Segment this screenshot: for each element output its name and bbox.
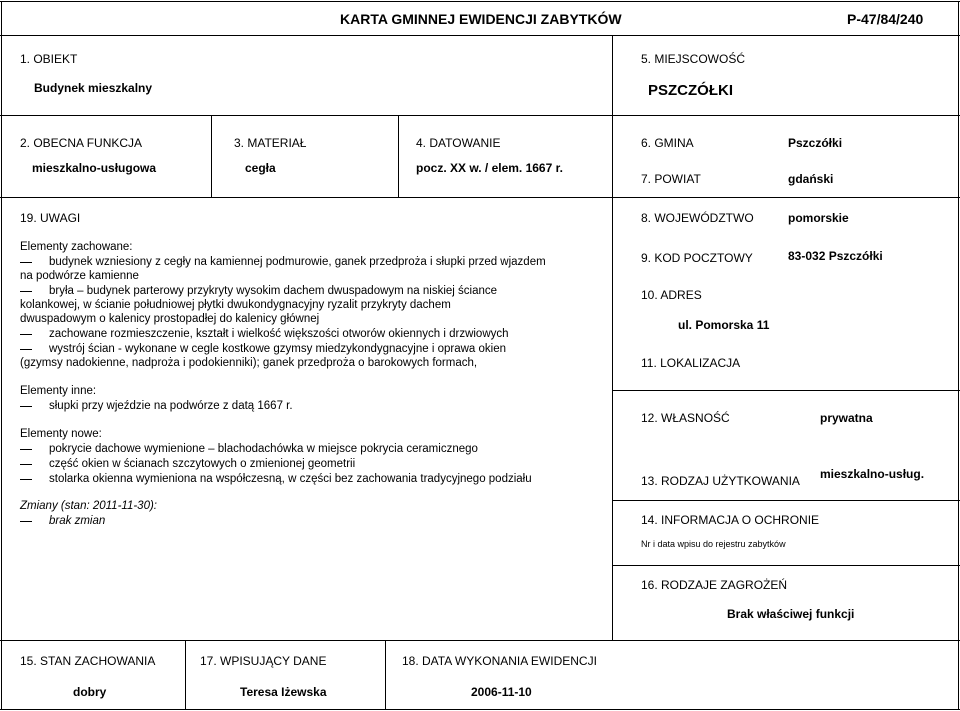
bullet-dash: [20, 334, 32, 335]
zachowane-item-2-line-1: bryła – budynek parterowy przykryty wysokim dachem dwuspadowym na niskiej ściance: [49, 285, 498, 297]
nowe-heading: Elementy nowe:: [20, 428, 102, 440]
obiekt-value: Budynek mieszkalny: [34, 81, 153, 95]
border-right: [958, 1, 959, 710]
miejscowosc-value: PSZCZÓŁKI: [648, 82, 733, 99]
uzytkowanie-value: mieszkalno-usług.: [820, 467, 925, 481]
stan-value: dobry: [73, 685, 107, 699]
row-divider-1: [0, 115, 960, 116]
header-divider: [0, 35, 960, 36]
bottom-row-divider: [0, 640, 960, 641]
right-divider-wlasnosc: [612, 390, 960, 391]
wlasnosc-value: prywatna: [820, 411, 873, 425]
uzytkowanie-label: 13. RODZAJ UŻYTKOWANIA: [641, 474, 800, 488]
zachowane-item-1-line-1: budynek wzniesiony z cegły na kamiennej podmurowie, ganek przedproża i słupki przed wjazdem: [49, 256, 546, 268]
zachowane-item-2-line-3: dwuspadowym o kalenicy prostopadłej do kalenicy głównej: [20, 313, 320, 325]
right-divider-powiat: [612, 197, 960, 198]
uwagi-label: 19. UWAGI: [20, 211, 81, 225]
zachowane-item-4-line-2: (gzymsy nadokienne, nadproża i podokienniki); ganek przedproża o barokowych formach,: [20, 357, 478, 369]
ochrona-label: 14. INFORMACJA O OCHRONIE: [641, 513, 820, 527]
wojewodztwo-value: pomorskie: [788, 211, 849, 225]
funkcja-value: mieszkalno-usługowa: [32, 161, 157, 175]
bullet-dash: [20, 291, 32, 292]
border-bottom: [0, 709, 960, 710]
kod-value: 83-032 Pszczółki: [788, 249, 883, 263]
inne-item-1: słupki przy wjeździe na podwórze z datą 1667 r.: [49, 400, 293, 412]
wpisujacy-label: 17. WPISUJĄCY DANE: [200, 654, 327, 668]
right-divider-zagrozenia: [612, 565, 960, 566]
miejscowosc-label: 5. MIEJSCOWOŚĆ: [641, 52, 746, 66]
material-label: 3. MATERIAŁ: [234, 136, 307, 150]
zmiany-item-1: brak zmian: [49, 515, 106, 527]
stan-label: 15. STAN ZACHOWANIA: [20, 654, 156, 668]
powiat-value: gdański: [788, 172, 834, 186]
lokalizacja-label: 11. LOKALIZACJA: [641, 356, 741, 370]
adres-label: 10. ADRES: [641, 288, 702, 302]
inne-heading: Elementy inne:: [20, 385, 97, 397]
col-divider-stan: [185, 640, 186, 710]
wojewodztwo-label: 8. WOJEWÓDZTWO: [641, 211, 754, 225]
border-top: [0, 1, 960, 2]
card-code: P-47/84/240: [847, 11, 924, 27]
datowanie-label: 4. DATOWANIE: [416, 136, 501, 150]
zachowane-item-4-line-1: wystrój ścian - wykonane w cegle kostkowe gzymsy miedzykondygnacyjne i oprawa okien: [49, 343, 507, 355]
nowe-item-1: pokrycie dachowe wymienione – blachodachówka w miejsce pokrycia ceramicznego: [49, 443, 478, 455]
zachowane-item-1-line-2: na podwórze kamienne: [20, 270, 139, 282]
card-title: KARTA GMINNEJ EWIDENCJI ZABYTKÓW: [340, 11, 622, 27]
zachowane-item-2-line-2: kolankowej, w ścianie południowej płytki dwukondygnacyjny ryzalit przykryty dachem: [20, 299, 451, 311]
bullet-dash: [20, 262, 32, 263]
wpisujacy-value: Teresa Iżewska: [240, 685, 327, 699]
powiat-label: 7. POWIAT: [641, 172, 701, 186]
nowe-item-3: stolarka okienna wymieniona na współczesną, w części bez zachowania tradycyjnego podziału: [49, 473, 532, 485]
gmina-label: 6. GMINA: [641, 136, 694, 150]
border-left: [1, 1, 2, 710]
bullet-dash: [20, 464, 32, 465]
bullet-dash: [20, 406, 32, 407]
bullet-dash: [20, 449, 32, 450]
adres-value: ul. Pomorska 11: [678, 318, 770, 332]
ochrona-note: Nr i data wpisu do rejestru zabytków: [641, 539, 786, 549]
bullet-dash: [20, 521, 32, 522]
row-divider-2: [0, 197, 612, 198]
gmina-value: Pszczółki: [788, 136, 843, 150]
col-divider-wpisujacy: [385, 640, 386, 710]
bullet-dash: [20, 479, 32, 480]
bullet-dash: [20, 349, 32, 350]
zachowane-heading: Elementy zachowane:: [20, 241, 133, 253]
data-ewidencji-label: 18. DATA WYKONANIA EWIDENCJI: [402, 654, 597, 668]
obiekt-label: 1. OBIEKT: [20, 52, 78, 66]
data-ewidencji-value: 2006-11-10: [471, 685, 532, 699]
col-divider-material: [398, 115, 399, 197]
main-column-divider: [612, 35, 613, 640]
zachowane-item-3: zachowane rozmieszczenie, kształt i wielkość większości otworów okiennych i drzwiowych: [49, 328, 509, 340]
zagrozenia-label: 16. RODZAJE ZAGROŻEŃ: [641, 578, 788, 592]
wlasnosc-label: 12. WŁASNOŚĆ: [641, 411, 730, 425]
right-divider-ochrona: [612, 500, 960, 501]
zmiany-heading: Zmiany (stan: 2011-11-30):: [20, 500, 157, 512]
kod-label: 9. KOD POCZTOWY: [641, 251, 753, 265]
col-divider-funkcja: [211, 115, 212, 197]
datowanie-value: pocz. XX w. / elem. 1667 r.: [416, 161, 563, 175]
funkcja-label: 2. OBECNA FUNKCJA: [20, 136, 143, 150]
zagrozenia-value: Brak właściwej funkcji: [727, 607, 855, 621]
material-value: cegła: [245, 161, 276, 175]
nowe-item-2: część okien w ścianach szczytowych o zmienionej geometrii: [49, 458, 356, 470]
